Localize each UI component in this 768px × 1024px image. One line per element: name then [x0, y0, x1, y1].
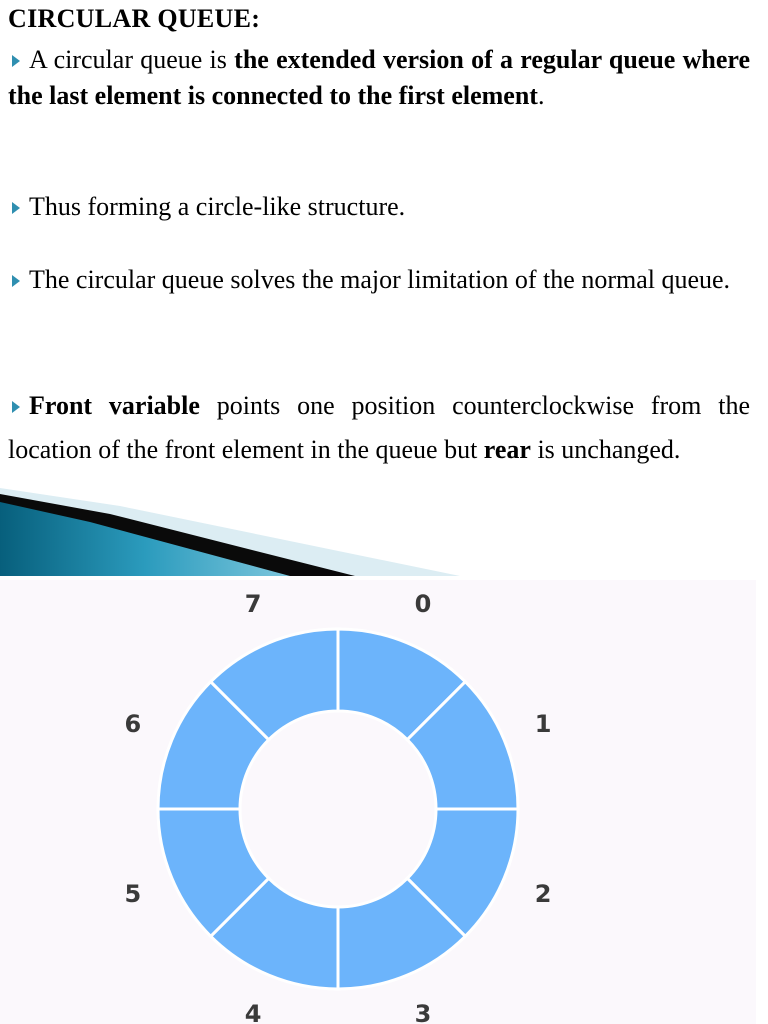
text-run: A circular queue is [29, 45, 235, 74]
slot-index-label: 7 [244, 589, 262, 618]
slot-index-label: 3 [414, 1000, 432, 1024]
slot-index-label: 0 [414, 589, 432, 618]
footer-banner-decoration [0, 488, 768, 580]
slot-index-label: 2 [534, 879, 552, 908]
circular-queue-figure [0, 580, 756, 1024]
slot-index-label: 1 [534, 710, 552, 739]
text-run: . [537, 81, 545, 110]
bold-text-run: the extended version of a regular queue where the last element is connected to the first element [8, 45, 750, 110]
text-run: points one position counterclockwise from the location of the front element in the queue but [8, 391, 750, 464]
bullet-arrow-icon [12, 202, 20, 214]
bullet-paragraph-3 [8, 262, 750, 298]
text-run: is unchanged. [530, 435, 681, 464]
slot-index-label: 4 [244, 1000, 262, 1024]
circular-queue-diagram [0, 580, 756, 1024]
bullet-paragraph-1 [8, 42, 750, 114]
bold-text-run: rear [483, 435, 531, 464]
bullet-paragraph-2 [8, 189, 750, 225]
slot-index-label: 6 [124, 710, 142, 739]
bullet-arrow-icon [12, 401, 20, 413]
text-run: Thus forming a circle-like structure. [29, 192, 406, 221]
bold-text-run: Front variable [29, 391, 200, 420]
slide-title: CIRCULAR QUEUE: [8, 4, 261, 33]
bullet-arrow-icon [12, 275, 20, 287]
slot-index-label: 5 [124, 879, 142, 908]
bullet-paragraph-4 [8, 384, 750, 472]
bullet-arrow-icon [12, 55, 20, 67]
text-run: The circular queue solves the major limitation of the normal queue. [29, 265, 731, 294]
